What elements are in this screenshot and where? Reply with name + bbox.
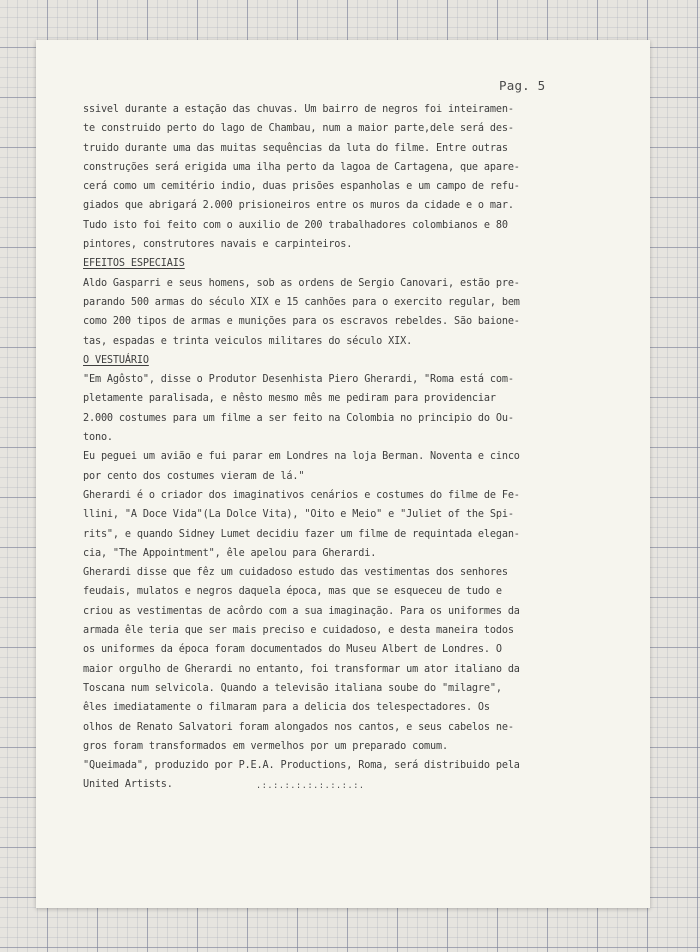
body-line: Gherardi é o criador dos imaginativos cenários e costumes do filme de Fe- <box>83 489 520 501</box>
body-line: llini, "A Doce Vida"(La Dolce Vita), "Oito e Meio" e "Juliet of the Spi- <box>83 509 514 521</box>
body-line: parando 500 armas do século XIX e 15 canhões para o exercito regular, bem <box>83 296 520 308</box>
section-heading-vestuario: O VESTUÁRIO <box>83 354 149 366</box>
body-line: cia, "The Appointment", êle apelou para Gherardi. <box>83 547 377 559</box>
body-line: tas, espadas e trinta veiculos militares do século XIX. <box>83 335 413 347</box>
typewritten-page <box>36 40 650 908</box>
end-separator: .:.:.:.:.:.:.:.:.:. <box>256 781 365 791</box>
body-line: por cento dos costumes vieram de lá." <box>83 470 305 482</box>
body-line: giados que abrigará 2.000 prisioneiros entre os muros da cidade e o mar. <box>83 200 514 212</box>
body-line: pletamente paralisada, e nêsto mesmo mês me pediram para providenciar <box>83 393 496 405</box>
body-line: Tudo isto foi feito com o auxilio de 200 trabalhadores colombianos e 80 <box>83 219 508 231</box>
body-line: feudais, mulatos e negros daquela época, mas que se esqueceu de tudo e <box>83 586 502 598</box>
body-line: 2.000 costumes para um filme a ser feito na Colombia no principio do Ou- <box>83 412 514 424</box>
body-line: tono. <box>83 432 113 444</box>
body-line: te construido perto do lago de Chambau, num a maior parte,dele será des- <box>83 123 514 135</box>
body-line: Aldo Gasparri e seus homens, sob as ordens de Sergio Canovari, estão pre- <box>83 277 520 289</box>
document-body <box>83 100 628 795</box>
body-line: os uniformes da época foram documentados do Museu Albert de Londres. O <box>83 644 502 656</box>
body-line: United Artists. <box>83 779 173 791</box>
body-line: ssivel durante a estação das chuvas. Um bairro de negros foi inteiramen- <box>83 104 514 115</box>
body-line: gros foram transformados em vermelhos por um preparado comum. <box>83 740 448 752</box>
body-line: "Queimada", produzido por P.E.A. Productions, Roma, será distribuido pela <box>83 760 520 772</box>
body-line: cerá como um cemitério indio, duas prisões espanholas e um campo de refu- <box>83 181 520 193</box>
body-line: olhos de Renato Salvatori foram alongados nos cantos, e seus cabelos ne- <box>83 721 514 733</box>
body-line: como 200 tipos de armas e munições para os escravos rebeldes. São baione- <box>83 316 520 328</box>
body-line: construções será erigida uma ilha perto da lagoa de Cartagena, que apare- <box>83 161 520 173</box>
body-line: Eu peguei um avião e fui parar em Londres na loja Berman. Noventa e cinco <box>83 451 520 463</box>
body-line: pintores, construtores navais e carpinteiros. <box>83 239 353 251</box>
body-line: maior orgulho de Gherardi no entanto, foi transformar um ator italiano da <box>83 663 520 675</box>
page-number: Pag. 5 <box>499 78 546 93</box>
body-line: "Em Agôsto", disse o Produtor Desenhista Piero Gherardi, "Roma está com- <box>83 374 514 386</box>
body-line: Gherardi disse que fêz um cuidadoso estudo das vestimentas dos senhores <box>83 567 508 579</box>
body-line: criou as vestimentas de acôrdo com a sua imaginação. Para os uniformes da <box>83 605 520 617</box>
body-line: rits", e quando Sidney Lumet decidiu fazer um filme de requintada elegan- <box>83 528 520 540</box>
body-line: armada êle teria que ser mais preciso e cuidadoso, e desta maneira todos <box>83 625 514 637</box>
section-heading-efeitos-especiais: EFEITOS ESPECIAIS <box>83 258 185 270</box>
body-line: êles imediatamente o filmaram para a delicia dos telespectadores. Os <box>83 702 490 714</box>
body-line: Toscana num selvicola. Quando a televisão italiana soube do "milagre", <box>83 682 502 694</box>
body-line: truido durante uma das muitas sequências da luta do filme. Entre outras <box>83 142 508 154</box>
